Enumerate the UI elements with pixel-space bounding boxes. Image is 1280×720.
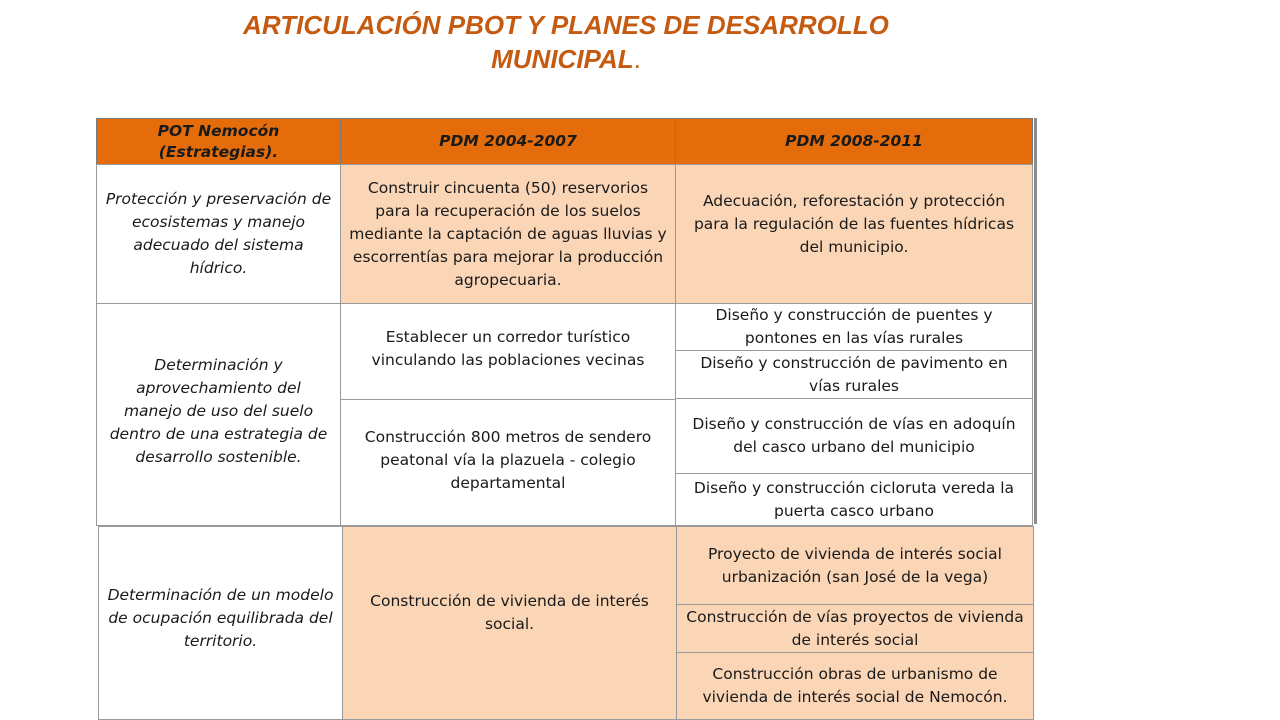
slide-title (200, 8, 932, 76)
table-right-edge (1034, 118, 1037, 524)
pdm2004-cell-2b: Construcción 800 metros de sendero peatonal vía la plazuela - colegio departamental (340, 399, 676, 526)
pdm2008-cell-3c: Construcción obras de urbanismo de vivienda de interés social de Nemocón. (676, 652, 1034, 720)
pdm2008-cell-2c: Diseño y construcción de vías en adoquín del casco urbano del municipio (675, 398, 1033, 474)
pdm2004-cell-1: Construir cincuenta (50) reservorios para la recuperación de los suelos mediante la captación de aguas lluvias y escorrentías para mejorar la producción agropecuaria. (340, 164, 676, 304)
pdm2008-cell-2b: Diseño y construcción de pavimento en vías rurales (675, 350, 1033, 399)
pdm2008-cell-3b: Construcción de vías proyectos de vivienda de interés social (676, 604, 1034, 653)
pdm2008-cell-2a: Diseño y construcción de puentes y pontones en las vías rurales (675, 303, 1033, 351)
slide-title-period: . (633, 44, 641, 74)
strategy-cell-3: Determinación de un modelo de ocupación equilibrada del territorio. (98, 526, 343, 720)
strategy-cell-2: Determinación y aprovechamiento del manejo de uso del suelo dentro de una estrategia de desarrollo sostenible. (96, 303, 341, 526)
slide-title-text: ARTICULACIÓN PBOT Y PLANES DE DESARROLLO MUNICIPAL (243, 10, 889, 74)
pdm2008-cell-2d: Diseño y construcción cicloruta vereda la puerta casco urbano (675, 473, 1033, 526)
pdm2004-cell-2a: Establecer un corredor turístico vinculando las poblaciones vecinas (340, 303, 676, 400)
header-pdm-2004-2007: PDM 2004-2007 (340, 118, 676, 165)
strategy-cell-1: Protección y preservación de ecosistemas y manejo adecuado del sistema hídrico. (96, 164, 341, 304)
header-pot-strategies: POT Nemocón (Estrategias). (96, 118, 341, 165)
pdm2008-cell-3a: Proyecto de vivienda de interés social urbanización (san José de la vega) (676, 526, 1034, 605)
pdm2008-cell-1: Adecuación, reforestación y protección para la regulación de las fuentes hídricas del municipio. (675, 164, 1033, 304)
header-pdm-2008-2011: PDM 2008-2011 (675, 118, 1033, 165)
pdm2004-cell-3: Construcción de vivienda de interés social. (342, 526, 677, 720)
